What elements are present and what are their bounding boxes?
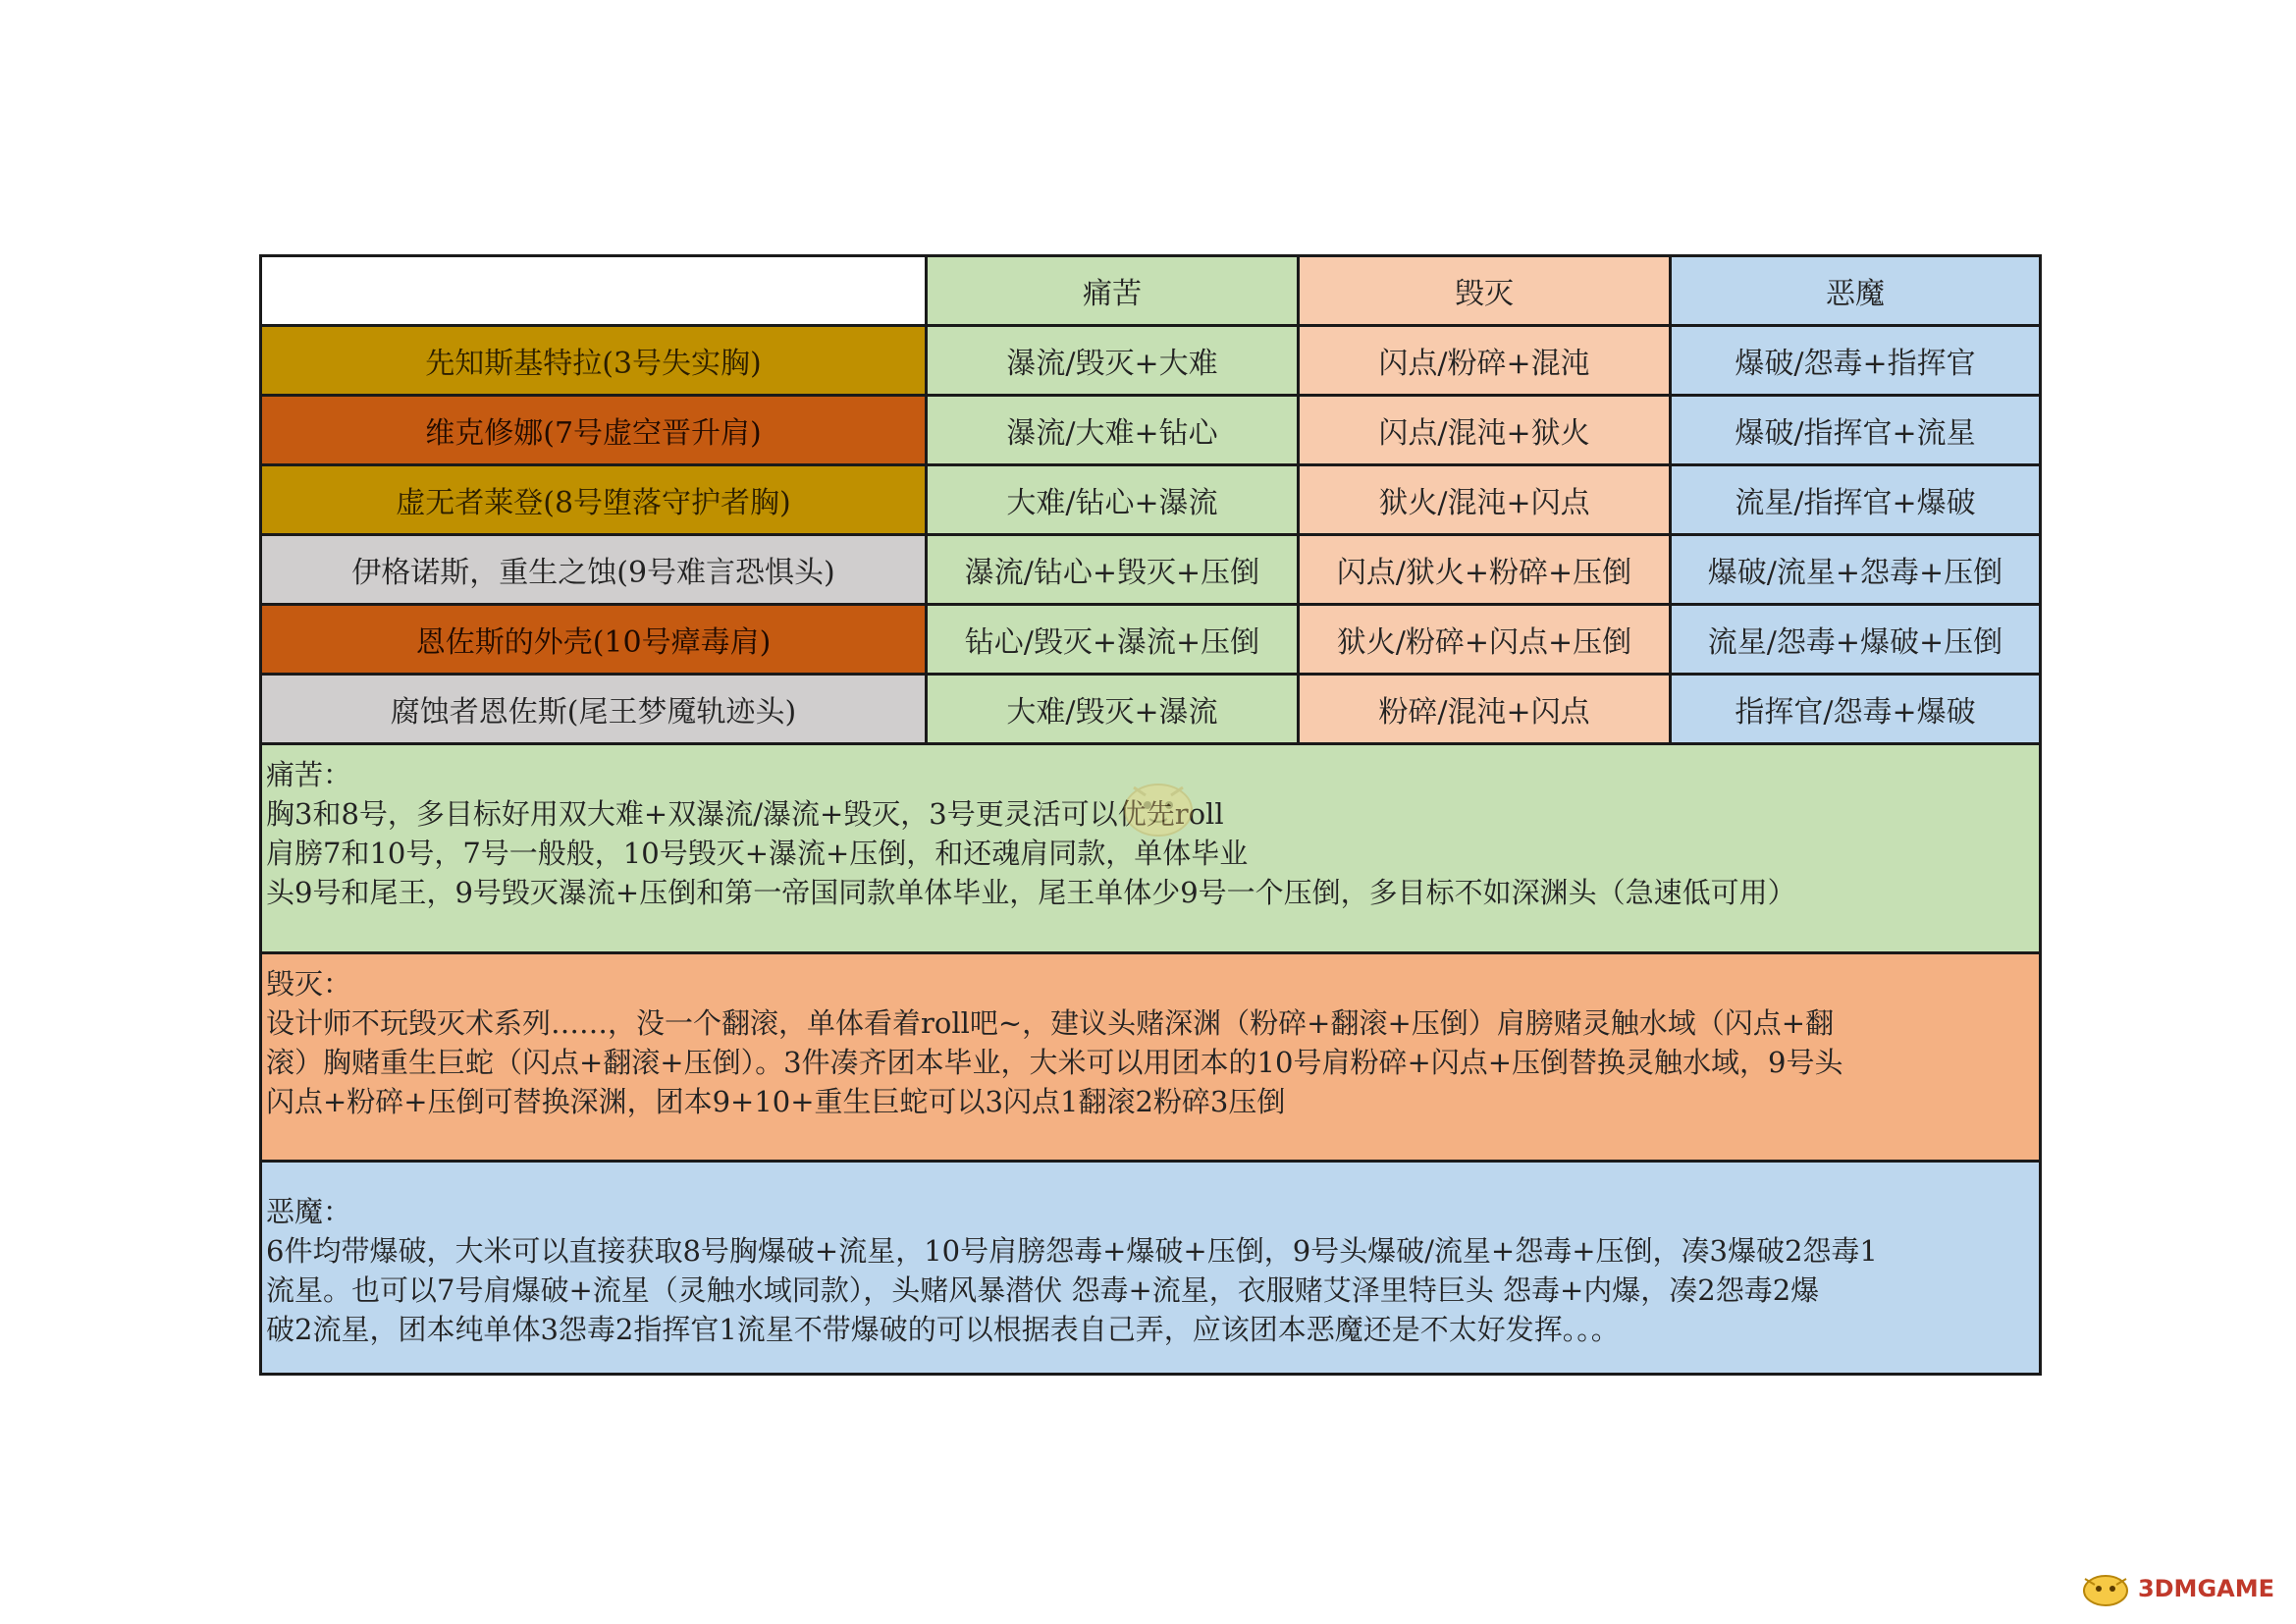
- row-item-name: 恩佐斯的外壳(10号瘴毒肩): [262, 606, 928, 676]
- row-demon-traits: 指挥官/怨毒+爆破: [1672, 676, 2039, 745]
- row-item-name: 虚无者莱登(8号堕落守护者胸): [262, 466, 928, 536]
- row-ruin-traits: 粉碎/混沌+闪点: [1300, 676, 1672, 745]
- pain-notes-line: 肩膀7和10号，7号一般般，10号毁灭+瀑流+压倒，和还魂肩同款，单体毕业: [266, 837, 1249, 870]
- row-demon-traits: 爆破/指挥官+流星: [1672, 397, 2039, 466]
- row-pain-traits: 钻心/毁灭+瀑流+压倒: [928, 606, 1300, 676]
- demon-notes-line: 破2流星，团本纯单体3怨毒2指挥官1流星不带爆破的可以根据表自己弄，应该团本恶魔还是不太好发挥。。。: [266, 1313, 1620, 1346]
- demon-notes-title: 恶魔：: [266, 1195, 352, 1228]
- row-demon-traits: 爆破/怨毒+指挥官: [1672, 327, 2039, 397]
- row-pain-traits: 瀑流/大难+钻心: [928, 397, 1300, 466]
- ruin-notes-title: 毁灭：: [266, 967, 352, 1001]
- row-ruin-traits: 狱火/混沌+闪点: [1300, 466, 1672, 536]
- row-pain-traits: 瀑流/钻心+毁灭+压倒: [928, 536, 1300, 606]
- mascot-logo-icon: [2079, 1569, 2132, 1608]
- row-demon-traits: 流星/怨毒+爆破+压倒: [1672, 606, 2039, 676]
- demon-notes-line: 流星。也可以7号肩爆破+流星（灵触水域同款），头赌风暴潜伏 怨毒+流星，衣服赌艾泽里特巨头 怨毒+内爆，凑2怨毒2爆: [266, 1273, 1820, 1307]
- ruin-notes-line: 滚）胸赌重生巨蛇（闪点+翻滚+压倒）。3件凑齐团本毕业，大米可以用团本的10号肩粉碎+闪点+压倒替换灵触水域，9号头: [266, 1046, 1843, 1079]
- row-item-name: 先知斯基特拉(3号失实胸): [262, 327, 928, 397]
- ruin-notes-line: 设计师不玩毁灭术系列……，没一个翻滚，单体看着roll吧~，建议头赌深渊（粉碎+翻滚+压倒）肩膀赌灵触水域（闪点+翻: [266, 1006, 1835, 1040]
- row-item-name: 伊格诺斯，重生之蚀(9号难言恐惧头): [262, 536, 928, 606]
- demon-notes-line: 6件均带爆破，大米可以直接获取8号胸爆破+流星，10号肩膀怨毒+爆破+压倒，9号头爆破/流星+怨毒+压倒，凑3爆破2怨毒1: [266, 1234, 1878, 1268]
- row-demon-traits: 爆破/流星+怨毒+压倒: [1672, 536, 2039, 606]
- row-ruin-traits: 闪点/混沌+狱火: [1300, 397, 1672, 466]
- row-pain-traits: 大难/毁灭+瀑流: [928, 676, 1300, 745]
- brand-text: 3DMGAME: [2137, 1575, 2274, 1602]
- demon-notes: [262, 1163, 2039, 1373]
- header-pain: 痛苦: [928, 257, 1300, 327]
- row-item-name: 腐蚀者恩佐斯(尾王梦魇轨迹头): [262, 676, 928, 745]
- pain-notes-line: 头9号和尾王，9号毁灭瀑流+压倒和第一帝国同款单体毕业，尾王单体少9号一个压倒，多目标不如深渊头（急速低可用）: [266, 876, 1796, 909]
- ruin-notes: [262, 954, 2039, 1163]
- header-corner: [262, 257, 928, 327]
- row-ruin-traits: 狱火/粉碎+闪点+压倒: [1300, 606, 1672, 676]
- row-demon-traits: 流星/指挥官+爆破: [1672, 466, 2039, 536]
- row-ruin-traits: 闪点/粉碎+混沌: [1300, 327, 1672, 397]
- pain-notes-line: 胸3和8号，多目标好用双大难+双瀑流/瀑流+毁灭，3号更灵活可以优先roll: [266, 797, 1224, 831]
- row-item-name: 维克修娜(7号虚空晋升肩): [262, 397, 928, 466]
- header-demon: 恶魔: [1672, 257, 2039, 327]
- pain-notes-title: 痛苦：: [266, 758, 352, 791]
- mascot-watermark-icon: [1114, 766, 1202, 844]
- brand-logo: [2079, 1569, 2274, 1608]
- row-ruin-traits: 闪点/狱火+粉碎+压倒: [1300, 536, 1672, 606]
- row-pain-traits: 瀑流/毁灭+大难: [928, 327, 1300, 397]
- header-ruin: 毁灭: [1300, 257, 1672, 327]
- ruin-notes-line: 闪点+粉碎+压倒可替换深渊，团本9+10+重生巨蛇可以3闪点1翻滚2粉碎3压倒: [266, 1085, 1286, 1118]
- affix-grid: [262, 257, 2039, 745]
- row-pain-traits: 大难/钻心+瀑流: [928, 466, 1300, 536]
